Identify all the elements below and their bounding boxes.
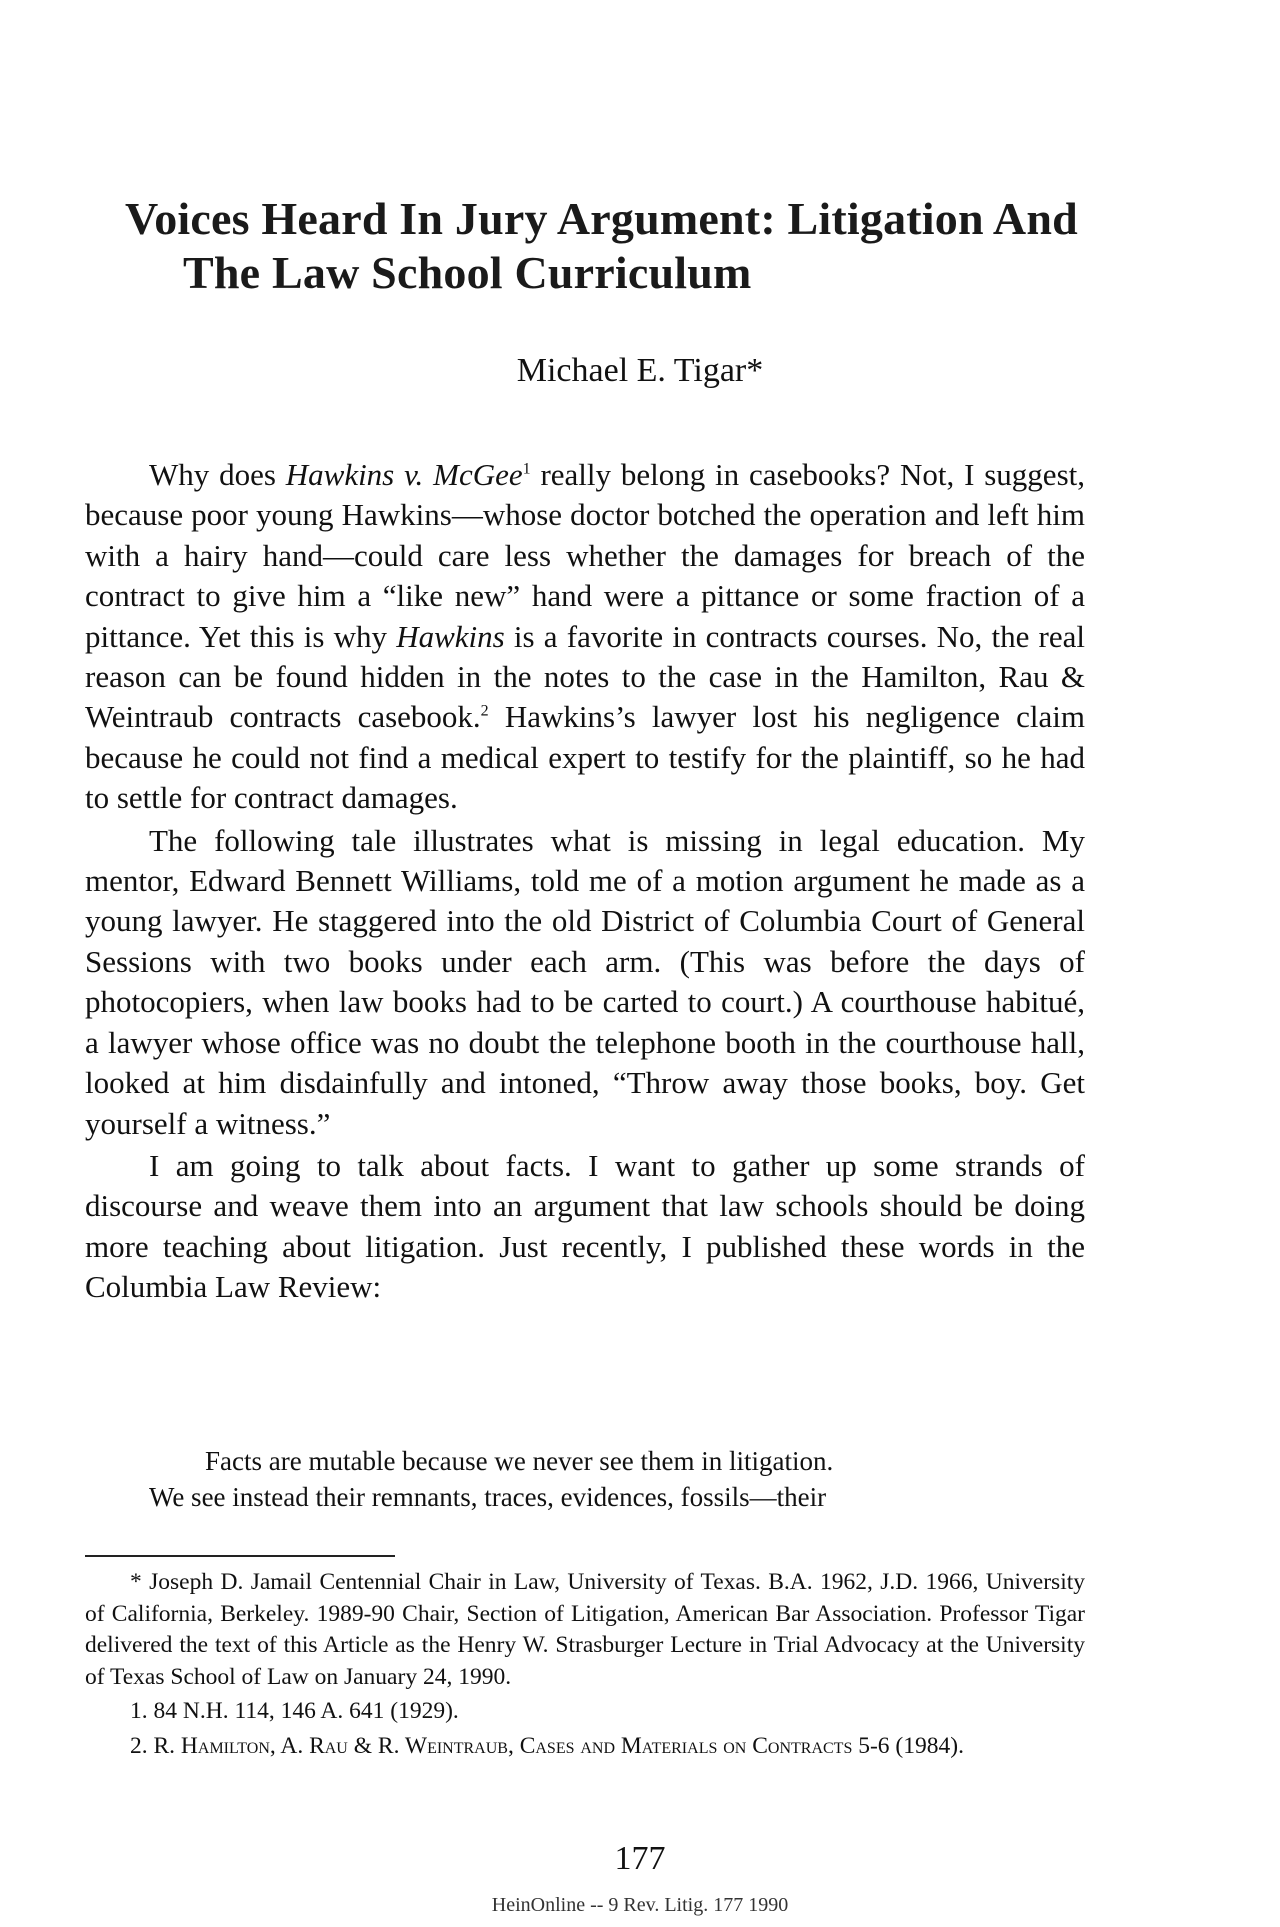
footnote-2-pages: 5-6 (1984).	[852, 1732, 964, 1759]
article-body	[85, 455, 1085, 1308]
paragraph-1-text-a: Why does	[149, 457, 286, 492]
author-byline: Michael E. Tigar*	[516, 352, 764, 389]
quote-line-2: We see instead their remnants, traces, evidences, fossils—their	[149, 1482, 827, 1512]
footnote-divider	[85, 1555, 395, 1557]
block-quote	[85, 1443, 1085, 1515]
footnote-ref-1[interactable]: 1	[522, 460, 531, 478]
page-number: 177	[614, 1840, 666, 1877]
quote-line-1: Facts are mutable because we never see them in litigation.	[205, 1446, 834, 1476]
footnote-2-citation: R. Hamilton, A. Rau & R. Weintraub, Cases and Materials on Contracts	[153, 1732, 853, 1759]
footnote-2-number: 2.	[130, 1732, 154, 1759]
paragraph-1	[85, 455, 1085, 819]
paragraph-2: The following tale illustrates what is missing in legal education. My mentor, Edward Bennett Williams, told me of a motion argument he made as a young lawyer. He staggered into the old District of Columbia Court of General Sessions with two books under each arm. (This was before the days of photocopiers, when law books had to be carted to court.) A courthouse habitué, a lawyer whose office was no doubt the telephone booth in the courthouse hall, looked at him disdainfully and intoned, “Throw away those books, boy. Get yourself a witness.”	[85, 822, 1085, 1141]
case-name-hawkins-v-mcgee: Hawkins v. McGee	[285, 457, 523, 492]
article-title	[125, 192, 1175, 300]
paragraph-3: I am going to talk about facts. I want to gather up some strands of discourse and weave them into an argument that law schools should be doing more teaching about litigation. Just recently, I published these words in the Columbia Law Review:	[85, 1147, 1085, 1305]
title-line-2: The Law School Curriculum	[183, 247, 752, 298]
paragraph-1-text-c: is a favorite in contracts courses. No, the real reason can be found hidden in the notes to the case in the Hamilton, Rau & Weintraub contracts casebook.	[85, 618, 1086, 735]
footnote-ref-2[interactable]: 2	[480, 703, 489, 721]
source-footer: HeinOnline -- 9 Rev. Litig. 177 1990	[491, 1894, 789, 1916]
footnotes	[85, 1567, 1085, 1762]
footnote-2	[85, 1731, 1085, 1763]
footnote-star: * Joseph D. Jamail Centennial Chair in Law, University of Texas. B.A. 1962, J.D. 1966, University of California, Berkeley. 1989-90 Chair, Section of Litigation, American Bar Association. Professor Tigar delivered the text of this Article as the Henry W. Strasburger Lecture in Trial Advocacy at the University of Texas School of Law on January 24, 1990.	[85, 1569, 1085, 1690]
paragraph-1-text-d: Hawkins’s lawyer lost his negligence claim because he could not find a medical expert to testify for the plaintiff, so he had to settle for contract damages.	[85, 699, 1085, 816]
case-name-hawkins: Hawkins	[396, 618, 505, 654]
footnote-1: 1. 84 N.H. 114, 146 A. 641 (1929).	[130, 1698, 459, 1724]
title-line-1: Voices Heard In Jury Argument: Litigation And	[125, 193, 1078, 244]
paragraph-1-text-b: really belong in casebooks? Not, I suggest, because poor young Hawkins—whose doctor botched the operation and left him with a hairy hand—could care less whether the damages for breach of the contract to give him a “like new” hand were a pittance or some fraction of a pittance. Yet this is why	[85, 457, 1085, 654]
